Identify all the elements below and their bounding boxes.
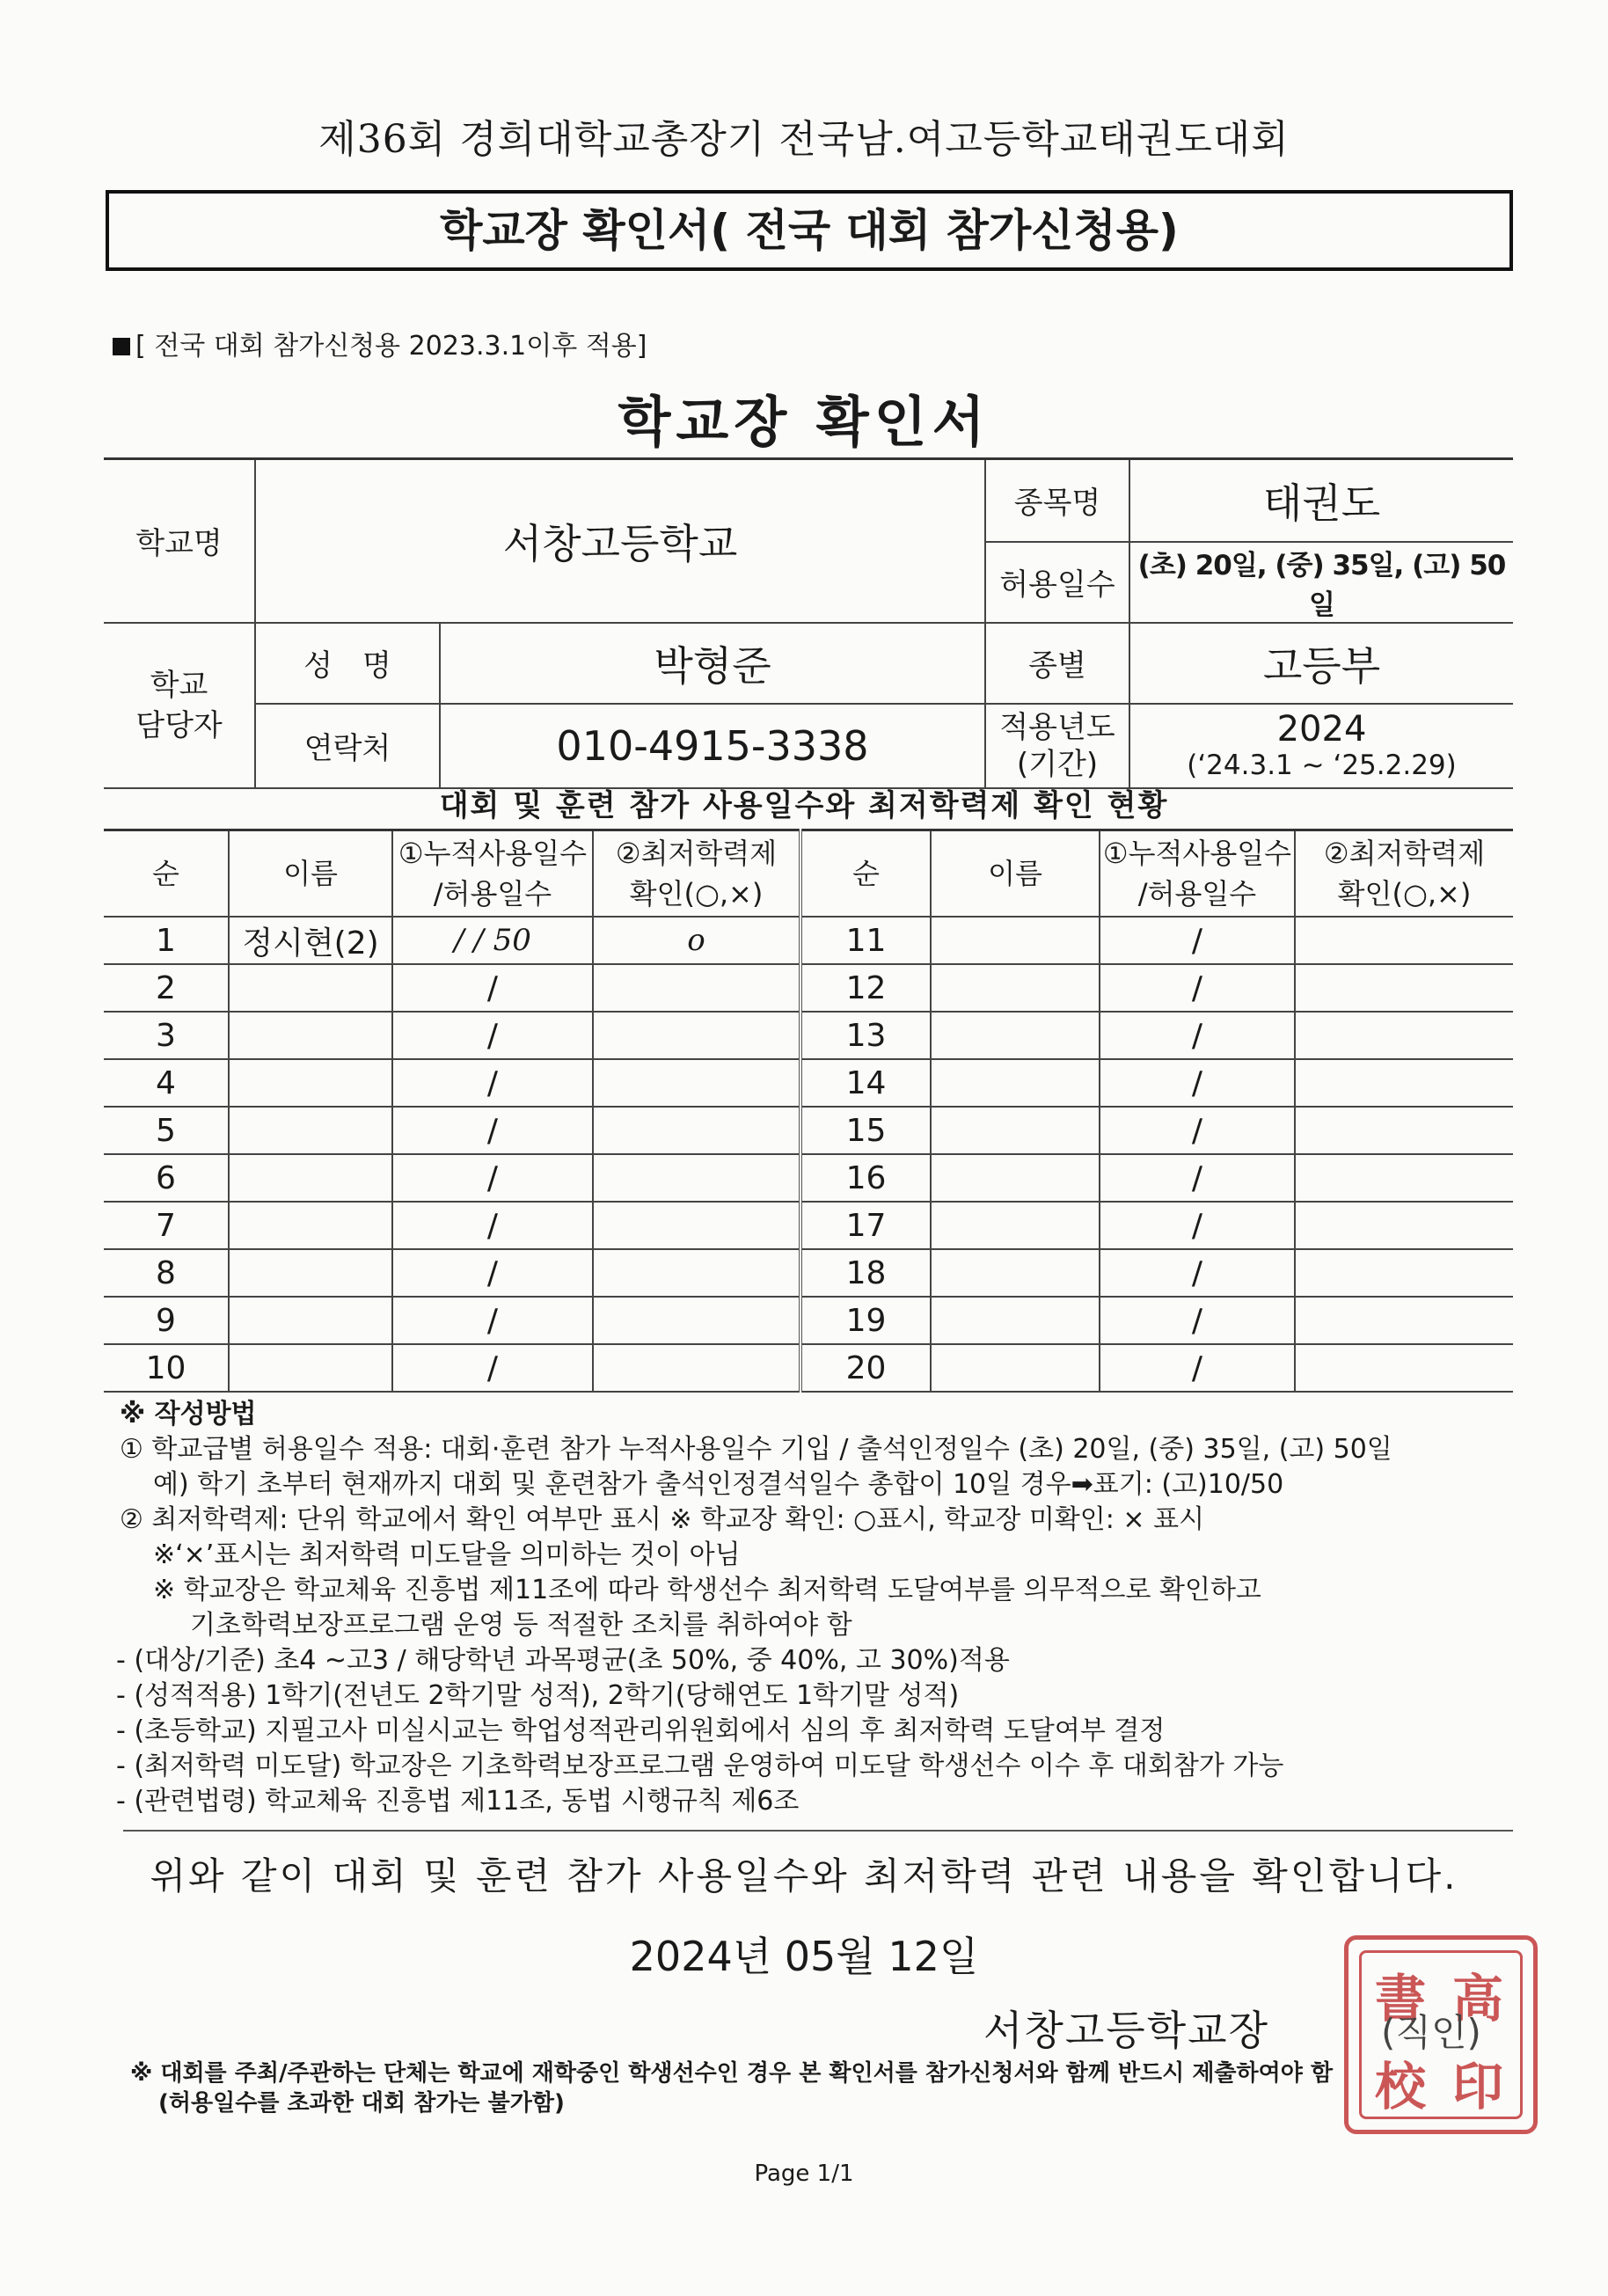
cell-no: 20 — [800, 1344, 931, 1392]
cell-check — [1295, 964, 1513, 1012]
header-check: ②최저학력제 확인(○,×) — [1295, 830, 1513, 918]
cell-check — [1295, 1059, 1513, 1107]
seal-glyph: 校 — [1375, 2057, 1427, 2117]
contact-value: 010-4915-3338 — [440, 704, 985, 788]
cell-no: 7 — [104, 1202, 229, 1249]
cell-no: 3 — [104, 1012, 229, 1059]
header-check: ②최저학력제 확인(○,×) — [593, 830, 800, 918]
cell-no: 6 — [104, 1154, 229, 1202]
instruction-line: - (성적적용) 1학기(전년도 2학기말 성적), 2학기(당해연도 1학기말 성적) — [116, 1680, 960, 1711]
cell-check — [1295, 1344, 1513, 1392]
instruction-line: ② 최저학력제: 단위 학교에서 확인 여부만 표시 ※ 학교장 확인: ○표시, 학교장 미확인: × 표시 — [120, 1504, 1205, 1535]
seal-glyph: 書 — [1375, 1969, 1427, 2029]
footnote-line: (허용일수를 초과한 대회 참가는 불가함) — [158, 2090, 565, 2117]
cell-check — [1295, 1249, 1513, 1297]
cell-name — [229, 1202, 392, 1249]
cell-no: 8 — [104, 1249, 229, 1297]
cell-days: / — [392, 1107, 593, 1154]
form-title: 학교장 확인서 — [618, 390, 990, 454]
seal-placeholder: (직인) — [1381, 2011, 1481, 2054]
table-row — [104, 964, 1513, 1012]
black-square-icon — [113, 338, 130, 355]
principal-name: 서창고등학교장 — [983, 2007, 1270, 2054]
apply-year-value: 2024 — [1276, 708, 1367, 749]
table-row — [104, 1107, 1513, 1154]
divider — [123, 1830, 1513, 1832]
cell-name — [229, 1059, 392, 1107]
cell-name — [229, 964, 392, 1012]
instruction-line: - (관련법령) 학교체육 진흥법 제11조, 동법 시행규칙 제6조 — [116, 1786, 800, 1817]
cell-name — [229, 1297, 392, 1344]
table-row — [104, 917, 1513, 964]
instruction-line: - (대상/기준) 초4 ~고3 / 해당학년 과목평균(초 50%, 중 40%, 고 30%)적용 — [116, 1645, 1010, 1676]
cell-no: 11 — [800, 917, 931, 964]
cell-name — [229, 1012, 392, 1059]
table-row — [104, 1202, 1513, 1249]
cell-name — [229, 1107, 392, 1154]
instruction-line: 기초학력보장프로그램 운영 등 적절한 조치를 취하여야 함 — [190, 1610, 852, 1641]
cell-name — [931, 1107, 1100, 1154]
table-header-row — [104, 830, 1513, 918]
cell-name: 정시현(2) — [229, 917, 392, 964]
cell-no: 4 — [104, 1059, 229, 1107]
cell-no: 9 — [104, 1297, 229, 1344]
participation-table-body — [104, 830, 1513, 1393]
cell-check — [1295, 1202, 1513, 1249]
apply-year-period: (‘24.3.1 ~ ‘25.2.29) — [1187, 749, 1457, 781]
cell-name — [229, 1344, 392, 1392]
notice-line — [113, 324, 647, 362]
table-row — [104, 1012, 1513, 1059]
allowed-days-value: (초) 20일, (중) 35일, (고) 50일 — [1129, 542, 1513, 623]
cell-days: / — [1100, 1012, 1295, 1059]
cell-no: 1 — [104, 917, 229, 964]
competition-title: 제36회 경희대학교총장기 전국남.여고등학교태권도대회 — [318, 117, 1290, 162]
cell-days: / — [392, 1249, 593, 1297]
instruction-line: ※ 학교장은 학교체육 진흥법 제11조에 따라 학생선수 최저학력 도달여부를 의무적으로 확인하고 — [153, 1575, 1261, 1605]
cell-check — [1295, 1297, 1513, 1344]
cell-no: 19 — [800, 1297, 931, 1344]
cell-days: / / 50 — [392, 917, 593, 964]
cell-days: / — [392, 1344, 593, 1392]
school-info-table — [104, 457, 1513, 789]
manager-name-value: 박형준 — [440, 623, 985, 704]
cell-name — [931, 1202, 1100, 1249]
issue-date: 2024년 05월 12일 — [629, 1933, 979, 1980]
cell-check — [1295, 1012, 1513, 1059]
cell-no: 15 — [800, 1107, 931, 1154]
seal-glyph: 高 — [1452, 1969, 1504, 2029]
instructions — [116, 1397, 1527, 1819]
cell-days: / — [1100, 1154, 1295, 1202]
boxed-title: 학교장 확인서( 전국 대회 참가신청용) — [106, 190, 1513, 271]
cell-days: / — [392, 964, 593, 1012]
event-value: 태권도 — [1129, 459, 1513, 542]
cell-no: 16 — [800, 1154, 931, 1202]
cell-check — [593, 1202, 800, 1249]
apply-year-cell — [1129, 704, 1513, 788]
header-no: 순 — [104, 830, 229, 918]
cell-name — [931, 917, 1100, 964]
table-row — [104, 1344, 1513, 1392]
cell-days: / — [392, 1012, 593, 1059]
footnote-line: ※ 대회를 주최/주관하는 단체는 학교에 재학중인 학생선수인 경우 본 확인서를 참가신청서와 함께 반드시 제출하여야 함 — [130, 2060, 1334, 2087]
cell-name — [931, 1297, 1100, 1344]
event-label: 종목명 — [985, 459, 1129, 542]
cell-no: 10 — [104, 1344, 229, 1392]
cell-days: / — [392, 1059, 593, 1107]
division-label: 종별 — [985, 623, 1129, 704]
header-days: ①누적사용일수 /허용일수 — [392, 830, 593, 918]
cell-check — [593, 1154, 800, 1202]
cell-days: / — [1100, 1249, 1295, 1297]
page-number: Page 1/1 — [754, 2161, 854, 2187]
cell-no: 2 — [104, 964, 229, 1012]
contact-label: 연락처 — [255, 704, 440, 788]
cell-days: / — [1100, 917, 1295, 964]
cell-days: / — [392, 1154, 593, 1202]
cell-days: / — [1100, 1107, 1295, 1154]
cell-check — [593, 964, 800, 1012]
cell-name — [931, 1249, 1100, 1297]
cell-no: 13 — [800, 1012, 931, 1059]
cell-name — [931, 1344, 1100, 1392]
instruction-line: 예) 학기 초부터 현재까지 대회 및 훈련참가 출석인정결석일수 총합이 10일 경우➡표기: (고)10/50 — [153, 1469, 1284, 1500]
cell-days: / — [392, 1297, 593, 1344]
cell-name — [229, 1249, 392, 1297]
cell-check — [593, 1012, 800, 1059]
manager-name-label: 성 명 — [255, 623, 440, 704]
table-row — [104, 1059, 1513, 1107]
table-row — [104, 1297, 1513, 1344]
participation-table — [104, 829, 1513, 1393]
cell-no: 14 — [800, 1059, 931, 1107]
instruction-line: ※‘×’표시는 최저학력 미도달을 의미하는 것이 아님 — [153, 1539, 741, 1570]
footnote — [130, 2058, 1333, 2118]
cell-name — [931, 1059, 1100, 1107]
cell-check — [1295, 1107, 1513, 1154]
instruction-line: - (최저학력 미도달) 학교장은 기초학력보장프로그램 운영하여 미도달 학생선수 이수 후 대회참가 가능 — [116, 1751, 1284, 1781]
cell-days: / — [1100, 1202, 1295, 1249]
cell-days: / — [392, 1202, 593, 1249]
header-no: 순 — [800, 830, 931, 918]
cell-days: / — [1100, 964, 1295, 1012]
confirm-statement: 위와 같이 대회 및 훈련 참가 사용일수와 최저학력 관련 내용을 확인합니다. — [150, 1854, 1458, 1897]
instruction-line: ① 학교급별 허용일수 적용: 대회·훈련 참가 누적사용일수 기입 / 출석인정일수 (초) 20일, (중) 35일, (고) 50일 — [120, 1434, 1392, 1465]
school-name-value: 서창고등학교 — [255, 459, 985, 623]
cell-no: 18 — [800, 1249, 931, 1297]
cell-check — [593, 1249, 800, 1297]
school-name-label: 학교명 — [104, 459, 255, 623]
cell-check: o — [593, 917, 800, 964]
cell-name — [931, 1154, 1100, 1202]
manager-label: 학교 담당자 — [104, 623, 255, 788]
cell-name — [931, 964, 1100, 1012]
cell-name — [229, 1154, 392, 1202]
cell-no: 5 — [104, 1107, 229, 1154]
cell-check — [593, 1297, 800, 1344]
header-name: 이름 — [229, 830, 392, 918]
cell-check — [593, 1107, 800, 1154]
table-row — [104, 1154, 1513, 1202]
section-title: 대회 및 훈련 참가 사용일수와 최저학력제 확인 현황 — [439, 788, 1169, 823]
cell-check — [1295, 917, 1513, 964]
cell-no: 17 — [800, 1202, 931, 1249]
cell-check — [593, 1059, 800, 1107]
notice-text: [ 전국 대회 참가신청용 2023.3.1이후 적용] — [135, 331, 647, 362]
table-row — [104, 1249, 1513, 1297]
seal-glyph: 印 — [1452, 2057, 1504, 2117]
instruction-line: - (초등학교) 지필고사 미실시교는 학업성적관리위원회에서 심의 후 최저학력 도달여부 결정 — [116, 1715, 1166, 1746]
cell-days: / — [1100, 1344, 1295, 1392]
header-name: 이름 — [931, 830, 1100, 918]
cell-check — [1295, 1154, 1513, 1202]
cell-days: / — [1100, 1297, 1295, 1344]
cell-days: / — [1100, 1059, 1295, 1107]
header-days: ①누적사용일수 /허용일수 — [1100, 830, 1295, 918]
cell-name — [931, 1012, 1100, 1059]
instructions-heading: ※ 작성방법 — [120, 1399, 257, 1430]
cell-no: 12 — [800, 964, 931, 1012]
cell-check — [593, 1344, 800, 1392]
division-value: 고등부 — [1129, 623, 1513, 704]
apply-year-label: 적용년도 (기간) — [985, 704, 1129, 788]
allowed-days-label: 허용일수 — [985, 542, 1129, 623]
